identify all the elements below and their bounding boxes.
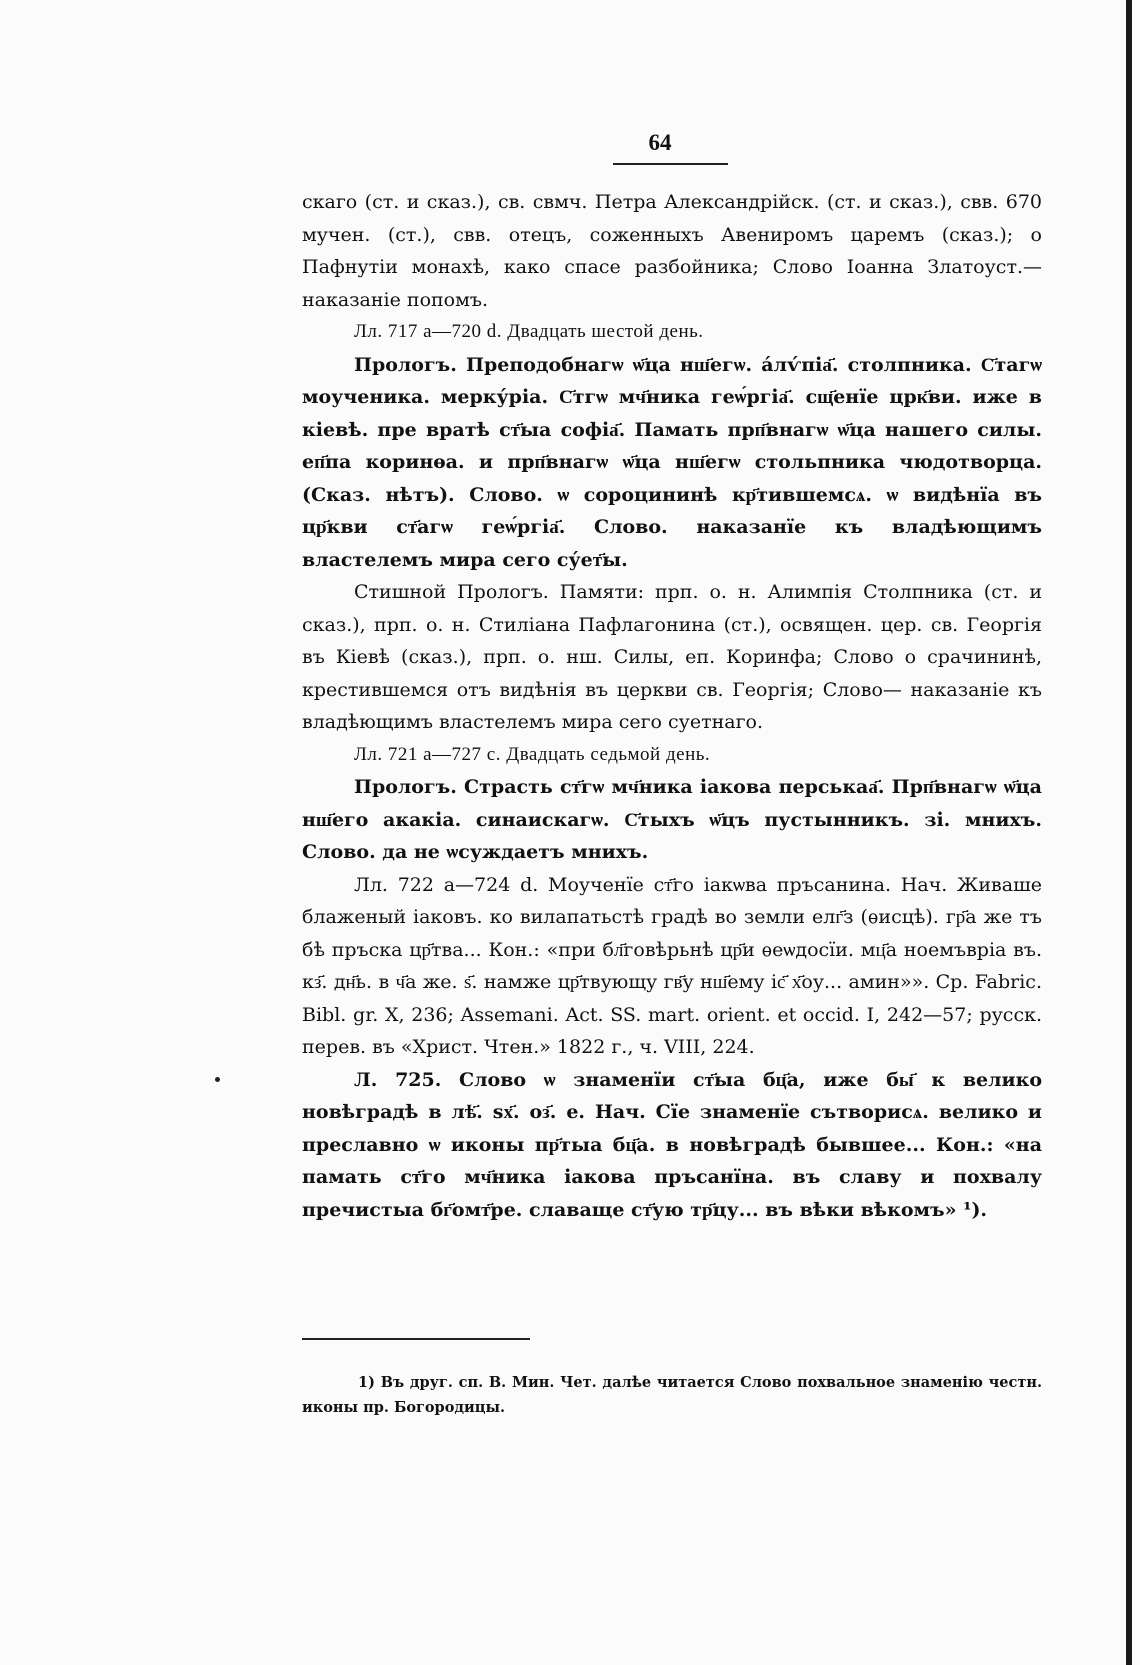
page-edge-rule [1126, 0, 1132, 1665]
page-number-rule [613, 163, 728, 165]
paragraph-stishnoi-prolog: Стишной Прологъ. Памяти: прп. о. н. Алимпія Столпника (ст. и сказ.), прп. о. н. Стиліана Пафлагонина (ст.), освящен. цер. св. Георгія въ Кіевѣ (сказ.), прп. о. нш. Силы, еп. Коринфа; Слово о срачининѣ, крестившемся отъ видѣнія въ церкви св. Георгія; Слово— наказаніе къ владѣющимъ властелемъ мира сего суетнаго. [302, 581, 1042, 733]
section-heading-717: Лл. 717 а—720 d. Двадцать шестой день. [354, 321, 704, 342]
margin-mark [215, 1077, 220, 1082]
paragraph-1: скаго (ст. и сказ.), св. свмч. Петра Александрійск. (ст. и сказ.), свв. 670 мучен. (ст.), свв. отецъ, соженныхъ Авениромъ царемъ (сказ.); о Пафнутіи монахѣ, како спасе разбойника; Слово Іоанна Златоуст.— наказаніе попомъ. [302, 191, 1042, 311]
footnote: 1) Въ друг. сп. В. Мин. Чет. далѣе читается Слово похвальное знаменію честн. иконы пр. Богородицы. [302, 1374, 1042, 1416]
paragraph-prolog-26: Прологъ. Преподобнагѡ ѡ҃ца нш҃егѡ. а́лѵ́піа҃. столпника. С҃тагѡ моученика. мерку́ріа. С҃тгѡ мч҃ника геѡ́ргіа҃. сщ҃енїе црк҃ви. иже в кіевѣ. пре вратѣ ст҃ыа софіа҃. Памать прп҃внагѡ ѡ҃ца нашего силы. еп҃па коринѳа. и прп҃внагѡ ѡ҃ца нш҃егѡ стольпника чюдотворца. (Сказ. нѣтъ). Слово. ѡ сороцининѣ кр҃тившемсѧ. ѡ видѣнїа въ цр҃кви ст҃агѡ геѡ́ргіа҃. Слово. наказанїе къ владѣющимъ властелемъ мира сего су́ет҃ы. [302, 353, 1042, 571]
section-heading-721: Лл. 721 а—727 с. Двадцать седьмой день. [354, 743, 711, 765]
main-text [302, 186, 1042, 1226]
page-number: 64 [648, 130, 672, 155]
paragraph-722: Лл. 722 а—724 d. Моученїе ст҃го іакѡва пръсанина. Нач. Живаше блаженый іаковъ. ко вилапатьстѣ градѣ во земли елг҃з (ѳисцѣ). гр҃а же тъ бѣ пръска цр҃тва... Кон.: «при бл҃говѣрьнѣ цр҃и ѳеѡдосїи. мц҃а ноемъвріа въ. кз҃. дн҃ь. в ч҃а же. ѕ҃. намже цр҃твующу гв҃у нш҃ему іс҃ х҃оу... амин»». Ср. Fabric. Bibl. gr. X, 236; Assemani. Act. SS. mart. orient. et occid. I, 242—57; русск. перев. въ «Христ. Чтен.» 1822 г., ч. VIII, 224. [302, 873, 1042, 1058]
paragraph-prolog-27: Прологъ. Страсть ст҃гѡ мч҃ника іакова перськаа҃. Прп҃внагѡ ѡ҃ца нш҃его акакіа. синаискагѡ. С҃тыхъ ѡ҃цъ пустынникъ. зі. мнихъ. Слово. да не ѡсуждаетъ мнихъ. [302, 776, 1042, 863]
paragraph-725: Л. 725. Слово ѡ знаменїи ст҃ыа бц҃а, иже бы҃ к велико новѣградѣ в лѣ҃. ѕх҃. оз҃. е. Нач. Сїе знаменїе сътворисѧ. велико и преславно ѡ иконы пр҃тыа бц҃а. в новѣградѣ бывшее... Кон.: «на памать ст҃го мч҃ника іакова пръсанїна. въ славу и похвалу пречистыа бг҃омт҃ре. славаще ст҃ую тр҃цу... въ вѣки вѣкомъ» ¹). [302, 1068, 1042, 1221]
footnote-rule [302, 1338, 530, 1340]
